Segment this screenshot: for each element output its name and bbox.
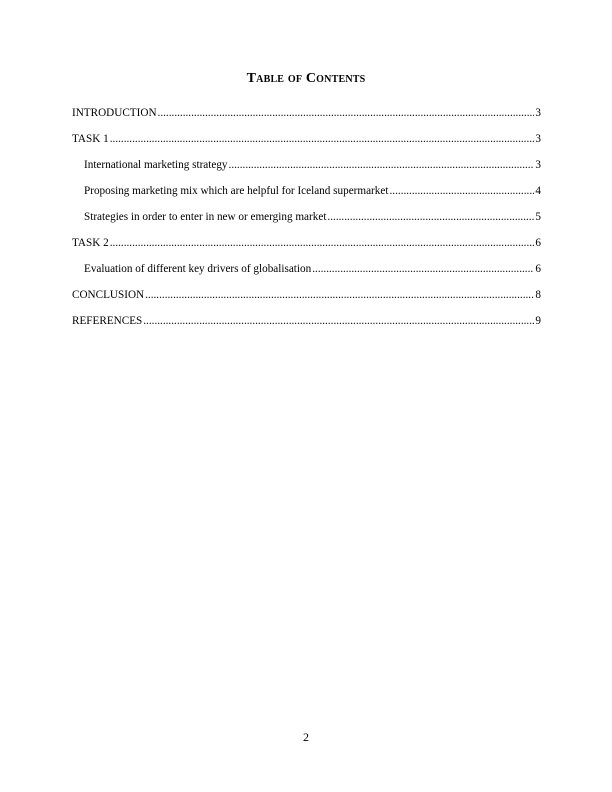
toc-leader-dots (143, 314, 534, 328)
toc-entry-marketing-mix[interactable] (72, 184, 541, 210)
toc-list (72, 106, 541, 340)
toc-leader-dots (158, 106, 535, 120)
toc-entry-page: 6 (535, 237, 541, 249)
toc-leader-dots (229, 158, 535, 172)
toc-leader-dots (110, 132, 535, 146)
toc-entry-text: Strategies in order to enter in new or emerging market (84, 211, 327, 223)
toc-entry-page: 4 (535, 185, 541, 197)
toc-entry-page: 3 (535, 133, 541, 145)
page-number: 2 (303, 730, 309, 744)
toc-entry-introduction[interactable] (72, 106, 541, 132)
toc-entry-page: 8 (535, 289, 541, 301)
toc-entry-task-1[interactable] (72, 132, 541, 158)
toc-entry-text: TASK 1 (72, 133, 109, 145)
toc-entry-page: 3 (535, 107, 541, 119)
toc-leader-dots (312, 262, 534, 276)
toc-entry-text: CONCLUSION (72, 289, 145, 301)
toc-entry-international-marketing-strategy[interactable] (72, 158, 541, 184)
toc-entry-text: REFERENCES (72, 315, 143, 327)
toc-entry-page: 5 (535, 211, 541, 223)
toc-entry-task-2[interactable] (72, 236, 541, 262)
toc-entry-text: Proposing marketing mix which are helpful for Iceland supermarket (84, 185, 389, 197)
toc-leader-dots (327, 210, 534, 224)
toc-entry-conclusion[interactable] (72, 288, 541, 314)
toc-leader-dots (389, 184, 534, 198)
toc-leader-dots (110, 236, 535, 250)
toc-entry-text: TASK 2 (72, 237, 109, 249)
toc-entry-page: 6 (535, 263, 541, 275)
toc-title: Table of Contents (246, 71, 366, 86)
toc-entry-page: 3 (535, 159, 541, 171)
toc-entry-entry-strategies[interactable] (72, 210, 541, 236)
toc-entry-references[interactable] (72, 314, 541, 340)
toc-entry-text: INTRODUCTION (72, 107, 157, 119)
toc-entry-text: International marketing strategy (84, 159, 228, 171)
toc-entry-globalisation-drivers[interactable] (72, 262, 541, 288)
toc-entry-page: 9 (535, 315, 541, 327)
toc-leader-dots (145, 288, 534, 302)
toc-entry-text: Evaluation of different key drivers of globalisation (84, 263, 312, 275)
